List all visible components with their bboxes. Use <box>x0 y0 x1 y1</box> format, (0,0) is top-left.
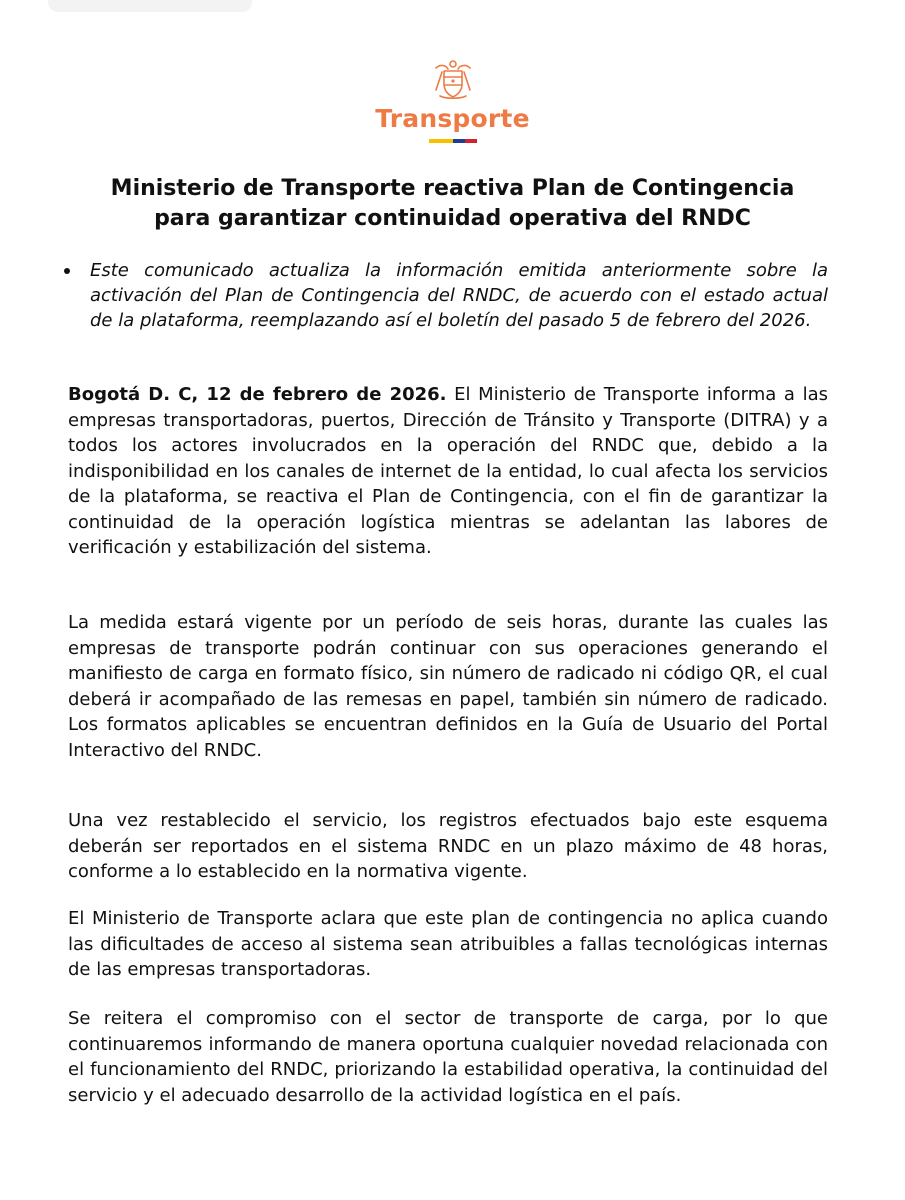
title-line-2: para garantizar continuidad operativa del RNDC <box>154 206 751 231</box>
paragraph-3: Una vez restablecido el servicio, los registros efectuados bajo este esquema deberán ser reportados en el sistema RNDC en un plazo máximo de 48 horas, conforme a lo establecido en la normativa vigente. <box>68 810 828 882</box>
paragraph-5: Se reitera el compromiso con el sector de transporte de carga, por lo que continuaremos informando de manera oportuna cualquier novedad relacionada con el funcionamiento del RNDC, priorizando la estabilidad operativa, la continuidad del servicio y el adecuado desarrollo de la actividad logística en el país. <box>68 1008 828 1106</box>
flag-blue <box>453 139 465 143</box>
brand-name: Transporte <box>375 104 530 133</box>
dateline: Bogotá D. C, 12 de febrero de 2026. <box>68 384 447 405</box>
summary-bullets <box>90 258 828 333</box>
ministry-header <box>0 56 905 143</box>
colombia-flag-stripe <box>429 139 477 143</box>
flag-yellow <box>429 139 453 143</box>
paragraph-1-body: El Ministerio de Transporte informa a las empresas transportadoras, puertos, Dirección de Tránsito y Transporte (DITRA) y a todos los actores involucrados en la operación del RNDC que, debido a la indisponibilidad en los canales de internet de la entidad, lo cual afecta los servicios de la plataforma, se reactiva el Plan de Contingencia, con el fin de garantizar la continuidad de la operación logística mientras se adelantan las labores de verificación y estabilización del sistema. <box>68 384 828 558</box>
paragraph-4: El Ministerio de Transporte aclara que este plan de contingencia no aplica cuando las dificultades de acceso al sistema sean atribuibles a fallas tecnológicas internas de las empresas transportadoras. <box>68 908 828 980</box>
summary-bullet <box>90 258 828 333</box>
coat-of-arms-icon <box>430 56 476 102</box>
press-release-title <box>40 174 865 234</box>
summary-bullet-text: Este comunicado actualiza la información emitida anteriormente sobre la activación del Plan de Contingencia del RNDC, de acuerdo con el estado actual de la plataforma, reemplazando así el boletín del pasado 5 de febrero del 2026. <box>90 260 828 331</box>
title-line-1: Ministerio de Transporte reactiva Plan de Contingencia <box>110 176 795 201</box>
paragraph-2: La medida estará vigente por un período de seis horas, durante las cuales las empresas de transporte podrán continuar con sus operaciones generando el manifiesto de carga en formato físico, sin número de radicado ni código QR, el cual deberá ir acompañado de las remesas en papel, también sin número de radicado. Los formatos aplicables se encuentran definidos en la Guía de Usuario del Portal Interactivo del RNDC. <box>68 612 828 761</box>
flag-red <box>465 139 477 143</box>
bullet-dot-icon <box>64 268 70 274</box>
paragraph-1 <box>68 382 828 561</box>
browser-tab-edge <box>48 0 252 12</box>
